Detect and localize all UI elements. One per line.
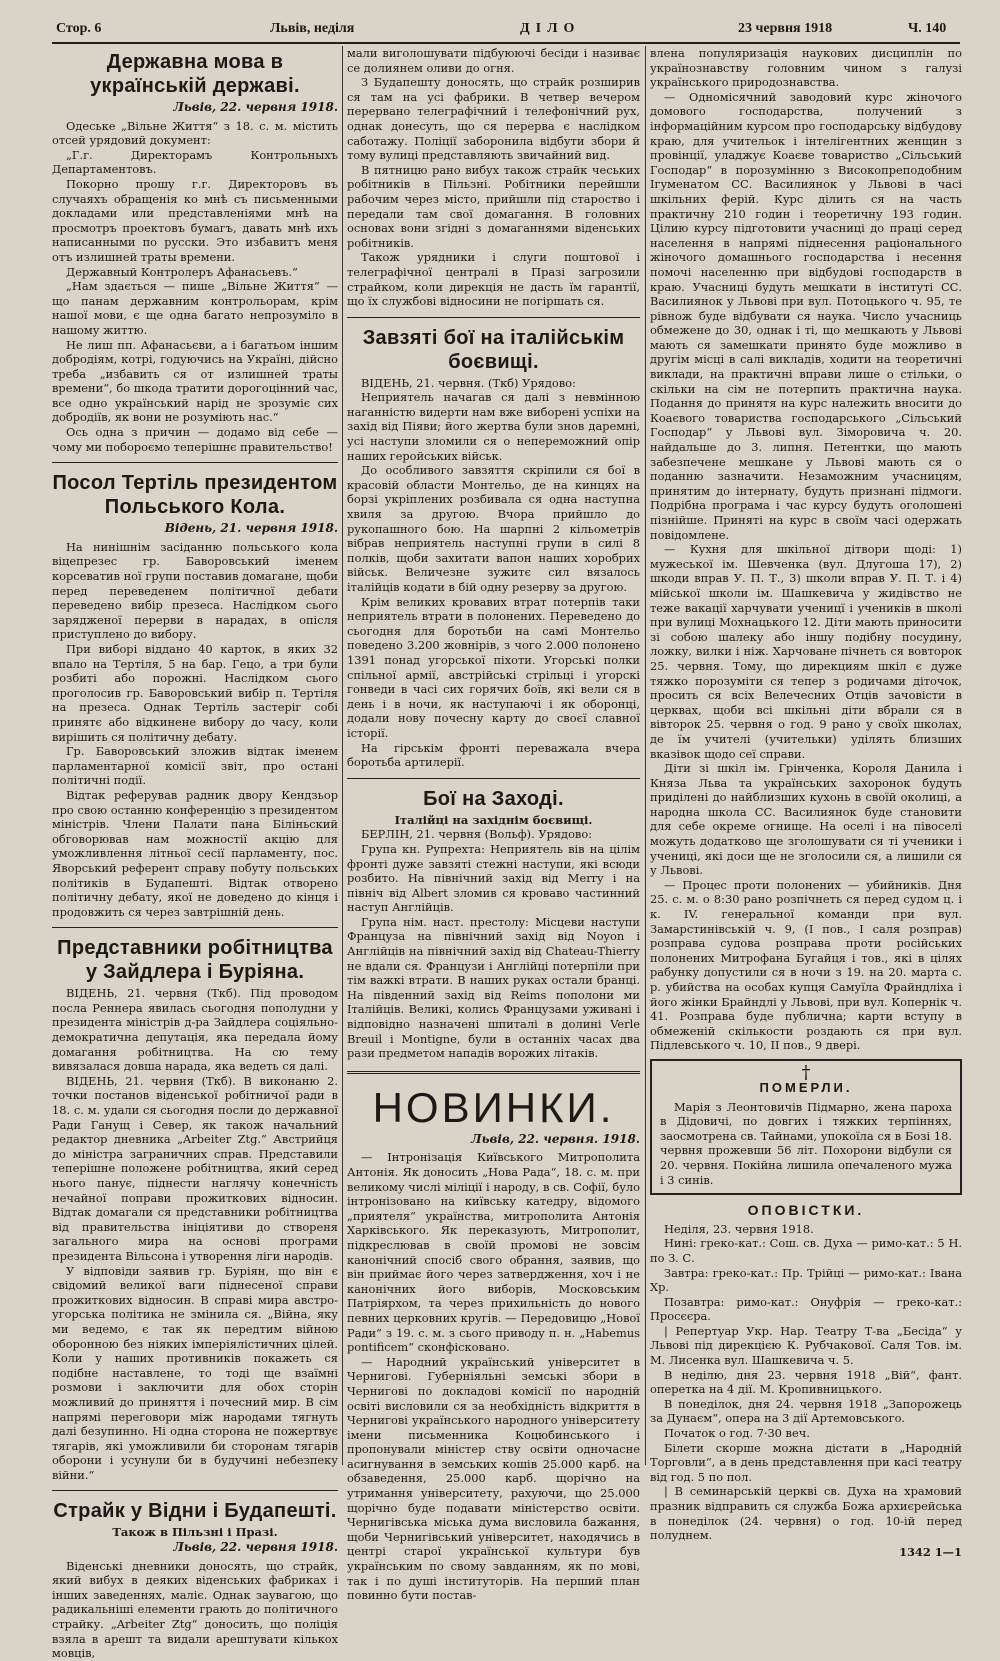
article-separator <box>52 927 338 928</box>
paragraph: В неділю, дня 23. червня 1918 „Вій“, фант. оперетка на 4 дії. М. Кропивницького. <box>650 1367 962 1397</box>
paragraph: На нинішнім засіданню польського кола віцепрезес гр. Баворовський іменем корсеватив ної групи поставив домагане, щоби перед переведенем політичної дебати переведено вибір презеса. Наслідком сього зарядженої перерви в нарадах, в опісля приступлено до вибору. <box>52 539 338 642</box>
article-dateline: Львів, 22. червня 1918. <box>173 100 338 114</box>
paragraph: Неприятель начагав ся далі з невмінною наганністю видерти нам вже виборені успіхи на захід від Піяви; його жертва були знов даремні, усі наступи зломили ся о непереможний опір наших геройських військ. <box>347 390 640 463</box>
paragraph: Позавтра: римо-кат.: Онуфрія — греко-кат.: Просєєра. <box>650 1294 962 1324</box>
paragraph: Завтра: греко-кат.: Пр. Трійці — римо-кат.: Івана Хр. <box>650 1265 962 1295</box>
paragraph: У відповіди заявив гр. Буріян, що він є свідомий великої ваги піднесеної справи прожиткових відносин. В справі мира австро-угорська політика не змінила ся. „Війна, яку ми ведемо, є так як передтим війною оборонною без ніяких імперіялістичних цілей. Коли у наших противників покажеть ся подібне наставлене, то тоді ще взаїмні розмови і заключити для обох сторін можливий до приняття і почесний мир. В сім напрямі переговори між народами тягнуть далі безупинно. Ні одна сторона не пожертвує тягарів, які уможливили би сторонам тягарів оборони і усунули би в будучині небезпеку війни.“ <box>52 1263 338 1482</box>
issue-number: Ч. 140 <box>908 21 947 36</box>
article-headline: Страйк у Відни і Будапешті. <box>53 1500 337 1523</box>
paragraph: Покорно прошу г.г. Директоровъ въ случаяхъ обращенія ко мнѣ съ письменными докладами или представленіями мнѣ на просмотръ проектовъ бумагъ, давать мнѣ ихъ написанными по русски. Это избавитъ меня отъ излишней траты времени. <box>52 176 338 264</box>
paragraph: | Репертуар Укр. Нар. Театру Т-ва „Бесіда“ у Львові під дирекцією К. Рубчакової. Саля Тов. ім. М. Лисенка вул. Шашкевича ч. 5. <box>650 1323 962 1368</box>
paragraph: Також урядники і слуги поштової і телеграфічної централі в Празі загрозили страйком, коли дирекція не дасть їм гарантії, що їх службові відносини не погіршать ся. <box>347 250 640 309</box>
section-headline: НОВИНКИ. <box>372 1083 615 1131</box>
article-headline: Бої на Заході. <box>423 787 564 810</box>
article-headline: Посол Тертіль президентом Польського Кола. <box>52 472 338 519</box>
paragraph: ВІДЕНЬ, 21. червня. (Ткб) Урядово: <box>361 375 576 390</box>
column-divider <box>342 46 343 1465</box>
article-dateline: Львів, 22. червня 1918. <box>173 1540 338 1555</box>
column-3 <box>650 46 962 1559</box>
paragraph: Відтак реферував радник двору Кендзьор про свою останню конференцію з президентом міністрів. Члени Палати пана Біліньский обговорював нам можностії акцію для уможливлення літньої сесії парламенту, пос. Яворський референт справу побуту польських політиків в Будапешті. Відтак отворено політичну дебату, якої не доведено до кінця і продовжить ся через завтрішній день. <box>52 787 338 919</box>
obituary-title: ПОМЕРЛИ. <box>759 1079 853 1095</box>
newspaper-title: ДІЛО <box>520 21 581 36</box>
paragraph: ВІДЕНЬ, 21. червня (Ткб). В виконаню 2. точки постанов віденської робітничої ради в 18. с. м. удали ся сьогодня посли до державної Ради Ганущ і Север, як також начальний редактор дневника „Arbeiter Ztg.“ Австрийця до міністра заграничних справ. Представили теперішне положене робітництва, який серед нього панує, піднести наглячу конечність нечайної поправи прожиткових відносин. Відтак домагали ся представники робітництва від правительства ініціятиви до створеня загального мира на основі програми президента Вільсона і утворення ліги народів. <box>52 1073 338 1263</box>
paragraph: — Кухня для шкільної дітвори щоді: 1) мужеської ім. Шевченка (вул. Длугоша 17), 2) шкоди вправ У. П. Т., 3) школи вправ У. П. Т. і 4) мійської школи ім. Шашкевича у жидівство не теже вакації харчувати ученицї і учеників в школі при вулиці Мохнацького 12. Діти мають приносити зі собою шалеку або іншу подібну посудину, ложку, вилки і ніж. Харчоване пічнеть ся вовторок 25. червня. Тому, що дирекциям шкіл є дуже тяжко порозуміти ся тепер з родичами діточок, просить ся всіх Велечесних Отців зачовісти в церквах, щоби всі шкільні діти вбрали ся в вівторок 25. червня о год. 9 рано у своїх школах, де їм учителі (учительки) уділять близших вказівок щодо сеї справи. <box>650 542 962 761</box>
paragraph: Нині: греко-кат.: Сош. св. Духа — римо-кат.: 5 Н. по З. С. <box>650 1236 962 1265</box>
paragraph: влена популяризація наукових дисциплін по українознавству головним чином з галузі українського природознавства. <box>650 46 962 90</box>
cross-icon: † <box>801 1061 811 1083</box>
paragraph: Група кн. Рупрехта: Неприятель вів на цілім фронті дуже завзяті стежні наступи, які всюди розбито. На північний захід від Merry і на північ від Albert зломив ся кроваво частинний наступ Англійців. <box>347 841 640 915</box>
paragraph: Державный Контролеръ Афанасьевъ.“ <box>66 264 298 279</box>
paragraph: — Одномісячний заводовий курс жіночого домового господарства, получений з інформаційним курсом про господарську відбудову краю, для учительок і інтелігентних женщин з провінції, уладжує Коаєве товариство „Сільський Господар“ в порозумінню з Високопреподобним Ігуменатом СС. Василиянок у Львові в часі шкільних ферій. Курс ділить ся на часть практичну 210 годин і теоретичну 193 годин. Цілию курсу підготовити учасниці до праці серед населення в напрямі піднесення раціонального жіночого домашнього господарства і несення помочі населенню при відбудові господарств в краю. Учасниці будуть мешкати в інституті СС. Василиянок у Львові при вул. Потоцького ч. 95, те рівнож буде відбувати ся наука. Число учасниць обмежене до 30, однак і ті, що мешкають у Львові мають ся замешкати принято буде можливо в другім місці в салі викладів, ходити на теоретичні виклади, на практичні вправи лише о стільки, о скільки на сім не потерпить практична наука. Подання до принятя на курс належить вносити до Коаєвого товариства господарського „Сільський Господар“ у Львові вул. Зіморовича ч. 20. найдальше до 3. липня. Петентки, що мають забезпечене мешкане у Львові мають ся о поданню зазначити. Незаможним учасницям, принятим до інтернату, будуть признані підмоги. Подрібна програма і час курсу будуть оголошені пізнійше. Приняті на курс в своїм часі одержать повідомлене. <box>650 89 962 542</box>
paragraph: Крім великих кровавих втрат потерпів таки неприятель втрати в полонених. Переведено до сьогодня для боротьби на самі Монтельо поведено 3.200 жовнірів, з чого 2.000 полонено 1391 понад угорської піхоти. Угорські полки спільної армії, австрійські стрільці і угорскі гонведи в часі сих горячих боїв, які вели ся в день і в ночи, як наступаючі і як оборонці, додали нову почесну карту до своєї славної історії. <box>347 594 640 740</box>
column-divider <box>645 46 646 1465</box>
page-header <box>52 18 960 44</box>
paragraph: На гірськім фронті переважала вчера боротьба артилерії. <box>347 740 640 770</box>
article-separator <box>52 462 338 463</box>
paragraph: „Г.г. Директорамъ Контрольныхъ Департаментовъ. <box>52 147 338 177</box>
obituary-box <box>650 1059 962 1195</box>
paragraph: Група нім. наст. престолу: Місцеви наступи Француза на північний захід від Noyon і Англійців на північний захід від Chateau-Thierry не вдали ся. Французи і Англійці потерпіли при тім важкі втрати. В наших руках остали бранці. На південний захід від Reims пополони ми Італійців. Великі, колись Французами уживані і відповідно назначені шпиталі в долині Verle Breuil і Montigne, були в останніх часах два рази предметом нападів ворожих літаків. <box>347 914 640 1061</box>
paragraph: Не лиш пп. Афанасьєви, а і багатьом іншим добродіям, котрі, годуючись на Україні, дійсно треба „избавить ся от излишней траты времени“, бо шкода тратити дорогоцінний час, все одно український нарід не зрозуміє сих добродіїв, як вони не розуміють нас.“ <box>52 337 338 425</box>
article-dateline: Відень, 21. червня 1918. <box>164 521 338 536</box>
paragraph: Білети скорше можна дістати в „Народній Торговли“, а в день представлення при касі театру від год. 5 по пол. <box>650 1440 962 1484</box>
paragraph: — Процес проти полонених — убийників. Дня 25. с. м. о 8:30 рано розпічнеть ся перед судом ц. і к. IV. генеральної команди при вул. Замарстинівській ч. 9, (I пов., I саля розправ) розправа судова розправа проти російських полонених Митрофана Бугайця і тов., які в цілях рабунку допустили ся в ночи з 19. на 20. марта с. р. убийства на особах купця Самуїла Фрайндліха і його жінки Брайндлі у Львові, при вул. Копернік ч. 41. Розправа буде публична; карти вступу в обмеженій скількости роздають ся при вул. Підлевського ч. 10, II пов., 9 двері. <box>650 877 962 1053</box>
paragraph: Початок о год. 7·30 веч. <box>664 1426 810 1441</box>
article-subheadline: Також в Пільзні і Празі. <box>112 1525 278 1540</box>
paragraph: Ось одна з причин — додамо від себе — чому ми побороємо теперішнє правительство! <box>52 425 338 454</box>
article-separator <box>347 778 640 779</box>
paragraph: Гр. Баворовський зложив відтак іменем парламентарної комісії звіт, про остані політичні події. <box>52 744 338 788</box>
column-1 <box>52 46 338 1661</box>
paragraph: ВІДЕНЬ, 21. червня (Ткб). Під проводом посла Реннера явилась сьогодня пополудни у президента міністрів д-ра Зайдлера соціяльно-демократична депутація, яка передала йому домагання робітництва. На сю тему вивязалася довша нарада, яка ведеть ся далі. <box>52 986 338 1074</box>
paragraph: Неділя, 23. червня 1918. <box>664 1221 814 1236</box>
ad-number: 1342 1—1 <box>899 1544 962 1559</box>
paragraph: „Нам здається — пише „Вільне Життя“ — що панам державним контрольорам, крім нашої мови, є ще одна багато непрозуміло в нашому життю. <box>52 279 338 337</box>
paragraph: — Інтронізація Київського Митрополита Антонія. Як доносить „Нова Рада“, 18. с. м. при великому числі міліції і народу, в св. Софії, було інтронізовано на київську катедру, відомого „приятеля“ українства, митрополита Антонія Харківського. Як переказують, Митрополит, підкреслював в своїй промові не зовсім канонічний спосіб свого обрання, заявив, що він приймає його через затвердження, хоч і не канонічних його виборів, Московським Патріярхом, та через прихильність до нового певних церковних кругів. — Передовицю „Нової Ради“ з 19. с. м. з сього приводу п. н. „Habemus pontificem“ сконфісковано. <box>347 1150 640 1355</box>
issue-date: 23 червня 1918 <box>738 21 833 36</box>
page-number: Стор. 6 <box>56 21 102 36</box>
article-separator <box>52 1490 338 1491</box>
paragraph: Віденські дневники доносять, що страйк, який вибух в деяких віденських фабриках і інших заведеннях, маліє. Однак заувагою, що радикальніші елементи грають до політичного страйку. „Arbeiter Ztg“ доносить, що поліція взяла в арешт та видали арештувати кількох мовців, <box>52 1558 338 1661</box>
section-dateline: Львів, 22. червня. 1918. <box>471 1131 640 1146</box>
paragraph: Діти зі шкіл ім. Грінченка, Короля Данила і Княза Льва та українських захоронок будуть приділені до найблизших кухонь в своїй околиці, а народна школа СС. Василиянок буде становити для себе окреме огнище. На оселі і на півоселі можуть додатково ще зголошувати ся ті ученики і учениці, які доси ще не зголосили ся, а лишили ся у Львові. <box>650 761 962 878</box>
article-separator <box>347 317 640 318</box>
paragraph: мали виголошувати підбуюючі бесіди і називає се долиянем оливи до огня. <box>347 46 640 75</box>
section-separator <box>347 1071 640 1074</box>
paragraph: При виборі віддано 40 карток, в яких 32 впало на Тертіля, 5 на бар. Гецо, а три були розбиті або порожні. Наслідком сього проголосив гр. Баворовський вибір п. Тертіля на презеса. Однак Тертіль застеріг собі принятє або відкинене вибору до часу, коли вирішить ся політичну дебату. <box>52 642 338 744</box>
article-headline: Представники робітництва у Зайдлера і Буріяна. <box>57 937 333 984</box>
paragraph: До особливого завзяття скріпили ся бої в красовій области Монтельо, де на кинцях на борзі укріплених розбивала ся одна наступна хвиля за другою. Вчора прийшло до рукопашного бою. На шарпні 2 кільометрів вібрав неприятель наступні групи в силі 8 полків, щоби захитати вапон наших хоробрих військ. Величезне зужитє сил вязалось італійців кодати в бій одну резерву за другою. <box>347 463 640 594</box>
article-headline: Державна мова в українській державі. <box>90 51 300 97</box>
column-2 <box>347 46 640 1603</box>
paragraph: Одеське „Вільне Життя“ з 18. с. м. містить отсей урядовий документ: <box>52 118 338 148</box>
paragraph: В пятницю рано вибух також страйк чеських робітників в Пільзні. Робітники перейшли рабочим через місто, прийшли під староство і передали там свої домагання. В головних основах вони згідні з домаганнями віденських робітників. <box>347 162 640 250</box>
paragraph: | В семинарській церкві св. Духа на храмовий празник відправить ся служба Божа архиєрейська в понеділок (24. червня) о год. 10-ій перед полуднем. <box>650 1484 962 1543</box>
paragraph: В понеділок, дня 24. червня 1918 „Запорожець за Дунаєм“, опера на 3 дії Артемовського. <box>650 1396 962 1426</box>
paragraph: З Будапешту доносять, що страйк розширив ся там на усі фабрики. В четвер вечером перервано телеграфічний і телефонічний рух, однак донесуть, що ся перерва є наслідком саботажу. Поліції заборонила відбути збори й тому вулиці представляють звичайний вид. <box>347 75 640 163</box>
paragraph: БЕРЛІН, 21. червня (Вольф). Урядово: <box>361 827 593 842</box>
article-headline: Завзяті бої на італійськім боєвищі. <box>362 326 625 373</box>
announcements-title: ОПОВІСТКИ. <box>747 1202 865 1219</box>
paragraph: — Народний український університет в Чернигові. Губерніяльні земські збори в Чернигові по докладові комісії по народній освіті висловили ся за необхідність відкриття в Чернигові українського народного університету імени письменника Коцюбинського і пропонували міністер ству освіти одночасне асигнування в земських кошів 25.000 карб. на обзаведення, 25.000 карб. щорічно на утримання університету, рахуючи, що 25.000 щорічно буде подавати міністерство освіти. Чернигівська міська дума висловила бажання, щоби Чернигівський університет, находячись в центрі старої української культури був українським по свому завданням, як по мові, так і по душі інституторів. На перший план повинно бути постав- <box>347 1354 640 1603</box>
article-subheadline: Італійці на західнім боєвищі. <box>394 812 593 827</box>
paragraph: Марія з Леонтовичів Підмарно, жена пароха в Дідовичі, по довгих і тяжких терпіннях, заосмотрена св. Тайнами, упокоїла ся в Бозі 18. червня прожевши 56 літ. Похорони відбули ся 20. червня. Покійна лишила опечаленого мужа і 3 синів. <box>660 1099 952 1187</box>
place-day: Львів, неділя <box>270 21 355 36</box>
